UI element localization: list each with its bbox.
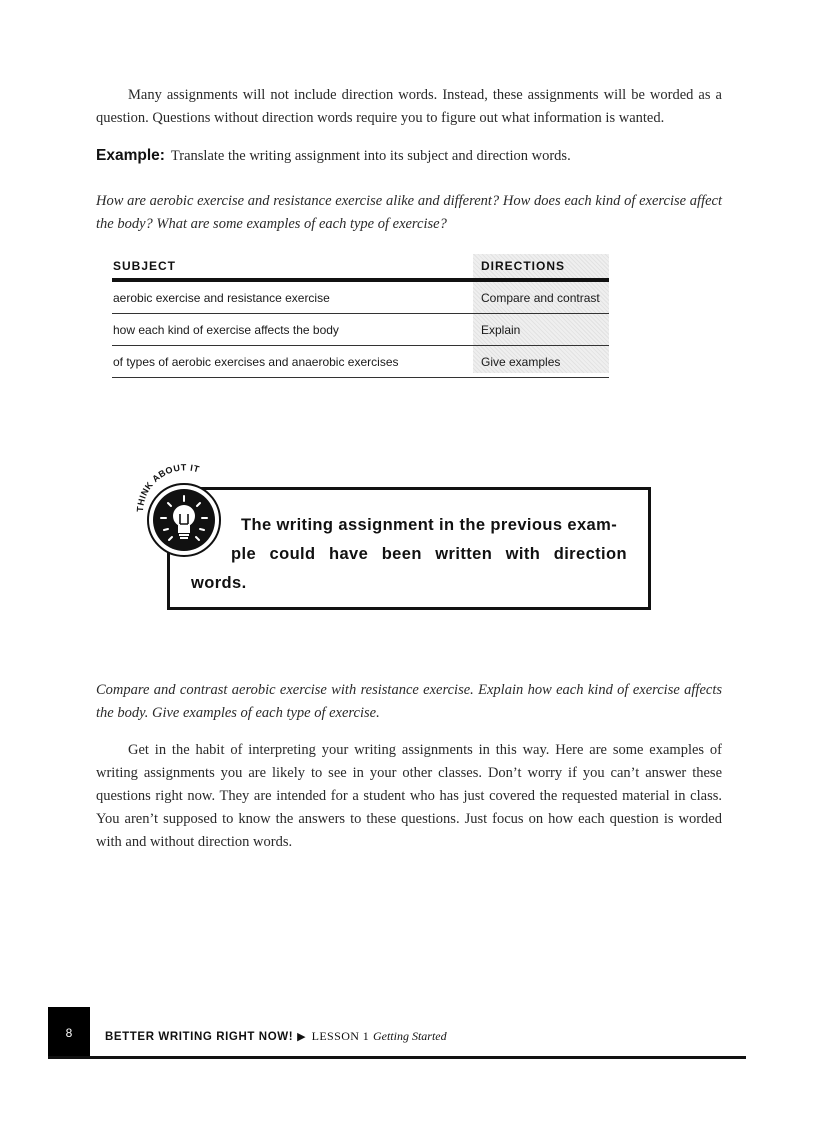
- table-row: [112, 346, 609, 378]
- book-title: BETTER WRITING RIGHT NOW!: [105, 1031, 294, 1043]
- running-footer: [105, 1029, 447, 1044]
- example-line: [96, 147, 571, 165]
- closing-paragraph: Get in the habit of interpreting your writing assignments in this way. Here are some examples of writing assignments you are likely to see in your other classes. Don’t worry if you can’t answer these questions right now. They are intended for a student who has just covered the requested material in class. You aren’t supposed to know the answers to these questions. Just focus on how each question is worded with and without direction words.: [96, 742, 722, 850]
- row-subject: aerobic exercise and resistance exercise: [113, 291, 330, 305]
- intro-paragraph: Many assignments will not include direction words. Instead, these assignments will be worded as a question. Questions without direction words require you to figure out what information is wanted.: [96, 87, 722, 126]
- arrow-right-icon: ▶: [297, 1030, 306, 1043]
- think-about-it-label: THINK ABOUT IT: [134, 462, 201, 513]
- table-header: [112, 254, 609, 278]
- think-line-2: ple could have been written with direction: [231, 545, 627, 563]
- subject-header: SUBJECT: [113, 259, 177, 273]
- example-label: Example:: [96, 147, 165, 164]
- example-question: How are aerobic exercise and resistance exercise alike and different? How does each kind of exercise affect the body? What are some examples of each type of exercise?: [96, 193, 722, 232]
- lesson-number: LESSON 1: [311, 1029, 370, 1043]
- think-line-3: words.: [191, 574, 247, 592]
- page-number: 8: [48, 1007, 90, 1059]
- row-directions: Compare and contrast: [481, 291, 600, 305]
- lesson-title: Getting Started: [372, 1029, 447, 1043]
- row-directions: Give examples: [481, 355, 561, 369]
- footer-rule: [48, 1056, 746, 1059]
- example-text: Translate the writing assignment into its subject and direction words.: [170, 148, 571, 164]
- row-subject: of types of aerobic exercises and anaerobic exercises: [113, 355, 399, 369]
- think-line-1: The writing assignment in the previous exam-: [241, 516, 618, 534]
- subject-directions-table: [112, 254, 609, 378]
- lightbulb-icon: [130, 460, 240, 570]
- table-row: [112, 282, 609, 314]
- directions-header: DIRECTIONS: [481, 259, 566, 273]
- row-subject: how each kind of exercise affects the body: [113, 323, 339, 337]
- rewritten-assignment: Compare and contrast aerobic exercise with resistance exercise. Explain how each kind of exercise affects the body. Give examples of each type of exercise.: [96, 682, 722, 721]
- table-row: [112, 314, 609, 346]
- row-directions: Explain: [481, 323, 521, 337]
